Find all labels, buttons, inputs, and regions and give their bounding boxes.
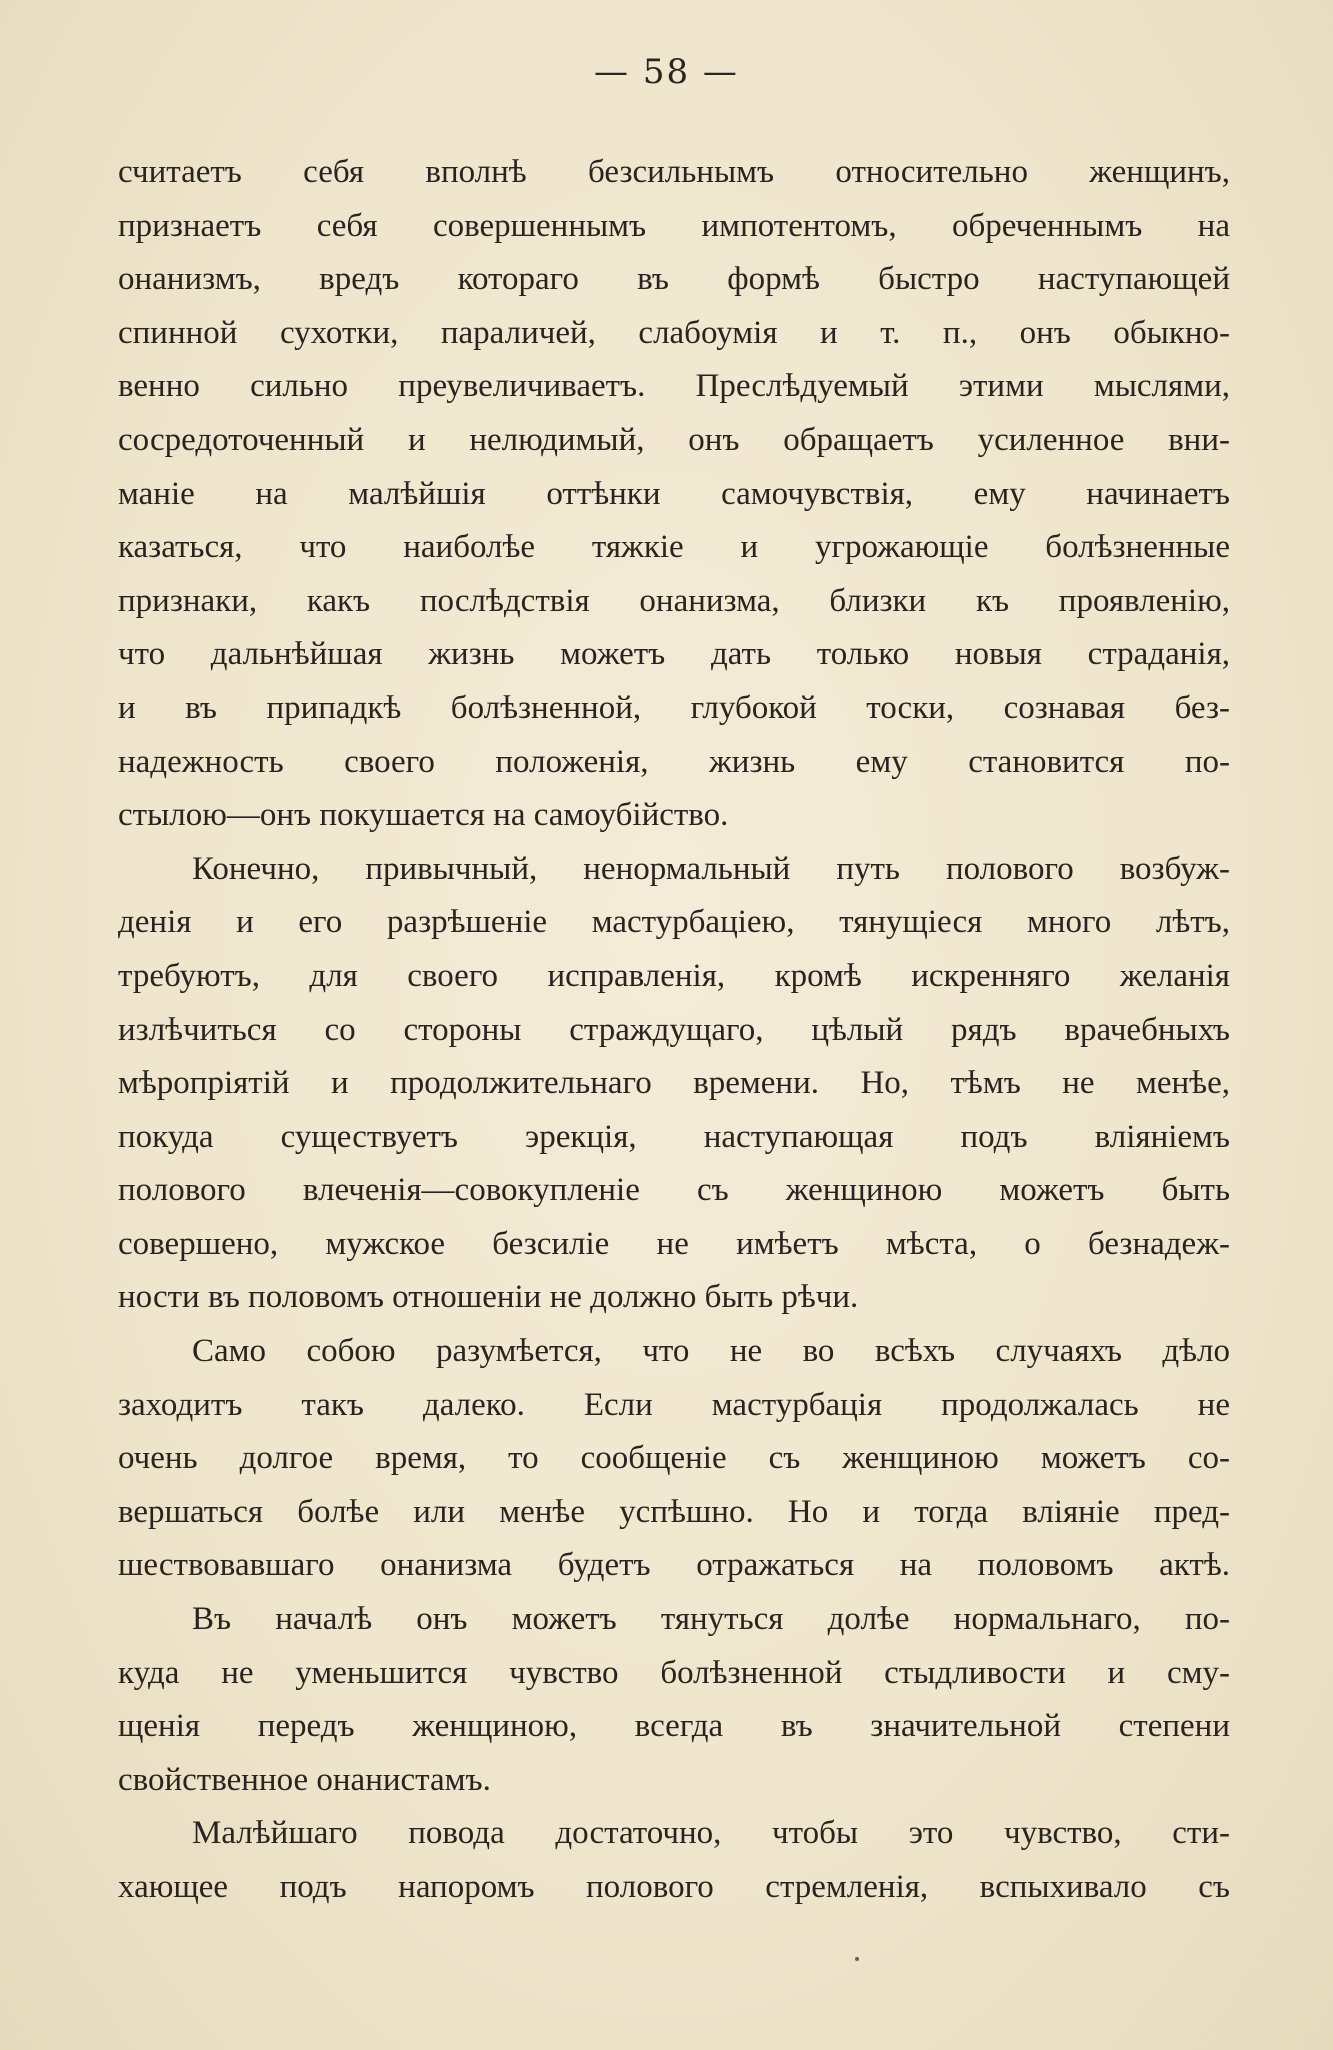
text-line: щенія передъ женщиною, всегда въ значительной степени	[118, 1708, 1230, 1745]
text-line: и въ припадкѣ болѣзненной, глубокой тоски, сознавая без-	[118, 689, 1230, 726]
text-line: ности въ половомъ отношеніи не должно быть рѣчи.	[118, 1279, 859, 1316]
page-number: — 58 —	[594, 52, 739, 92]
body-text	[118, 146, 1230, 1915]
text-line: вершаться болѣе или менѣе успѣшно. Но и тогда вліяніе пред-	[118, 1493, 1230, 1530]
text-line: что дальнѣйшая жизнь можетъ дать только новыя страданія,	[118, 636, 1230, 673]
text-line: маніе на малѣйшія оттѣнки самочувствія, ему начинаетъ	[118, 475, 1230, 512]
text-line: заходитъ такъ далеко. Если мастурбація продолжалась не	[118, 1386, 1230, 1423]
paper-speck	[855, 1957, 859, 1961]
paragraph	[118, 1593, 1230, 1807]
text-line: куда не уменьшится чувство болѣзненной стыдливости и сму-	[118, 1654, 1230, 1691]
text-line: спинной сухотки, параличей, слабоумія и т. п., онъ обыкно-	[118, 314, 1230, 351]
text-line: хающее подъ напоромъ полового стремленія, вспыхивало съ	[118, 1869, 1230, 1905]
text-line: Въ началѣ онъ можетъ тянуться долѣе нормальнаго, по-	[192, 1601, 1230, 1638]
text-line: мѣропріятій и продолжительнаго времени. Но, тѣмъ не менѣе,	[118, 1065, 1230, 1102]
text-line: Само собою разумѣется, что не во всѣхъ случаяхъ дѣло	[192, 1333, 1230, 1370]
text-line: признаки, какъ послѣдствія онанизма, близки къ проявленію,	[118, 582, 1230, 619]
text-line: излѣчиться со стороны страждущаго, цѣлый рядъ врачебныхъ	[118, 1011, 1230, 1048]
text-line: онанизмъ, вредъ котораго въ формѣ быстро наступающей	[118, 261, 1230, 298]
text-line: сосредоточенный и нелюдимый, онъ обращаетъ усиленное вни-	[118, 421, 1230, 458]
text-line: Малѣйшаго повода достаточно, чтобы это чувство, сти-	[192, 1815, 1230, 1852]
text-line: покуда существуетъ эрекція, наступающая подъ вліяніемъ	[118, 1118, 1230, 1155]
text-line: казаться, что наиболѣе тяжкіе и угрожающіе болѣзненные	[118, 529, 1230, 566]
paragraph	[118, 843, 1230, 1325]
paragraph	[118, 146, 1230, 843]
paragraph	[118, 1807, 1230, 1914]
text-line: совершено, мужское безсиліе не имѣетъ мѣста, о безнадеж-	[118, 1225, 1230, 1262]
text-line: денія и его разрѣшеніе мастурбаціею, тянущіеся много лѣтъ,	[118, 904, 1230, 941]
text-line: считаетъ себя вполнѣ безсильнымъ относительно женщинъ,	[118, 154, 1230, 190]
text-line: надежность своего положенія, жизнь ему становится по-	[118, 743, 1230, 780]
text-line: стылою—онъ покушается на самоубійство.	[118, 797, 729, 834]
text-line: венно сильно преувеличиваетъ. Преслѣдуемый этими мыслями,	[118, 368, 1230, 405]
text-line: Конечно, привычный, ненормальный путь полового возбуж-	[192, 850, 1230, 887]
text-line: требуютъ, для своего исправленія, кромѣ искренняго желанія	[118, 957, 1230, 994]
text-line: свойственное онанистамъ.	[118, 1761, 491, 1798]
text-line: шествовавшаго онанизма будетъ отражаться на половомъ актѣ.	[118, 1547, 1230, 1584]
paragraph	[118, 1325, 1230, 1593]
text-line: признаетъ себя совершеннымъ импотентомъ, обреченнымъ на	[118, 207, 1230, 244]
text-line: очень долгое время, то сообщеніе съ женщиною можетъ со-	[118, 1440, 1230, 1477]
text-line: полового влеченія—совокупленіе съ женщиною можетъ быть	[118, 1172, 1230, 1209]
